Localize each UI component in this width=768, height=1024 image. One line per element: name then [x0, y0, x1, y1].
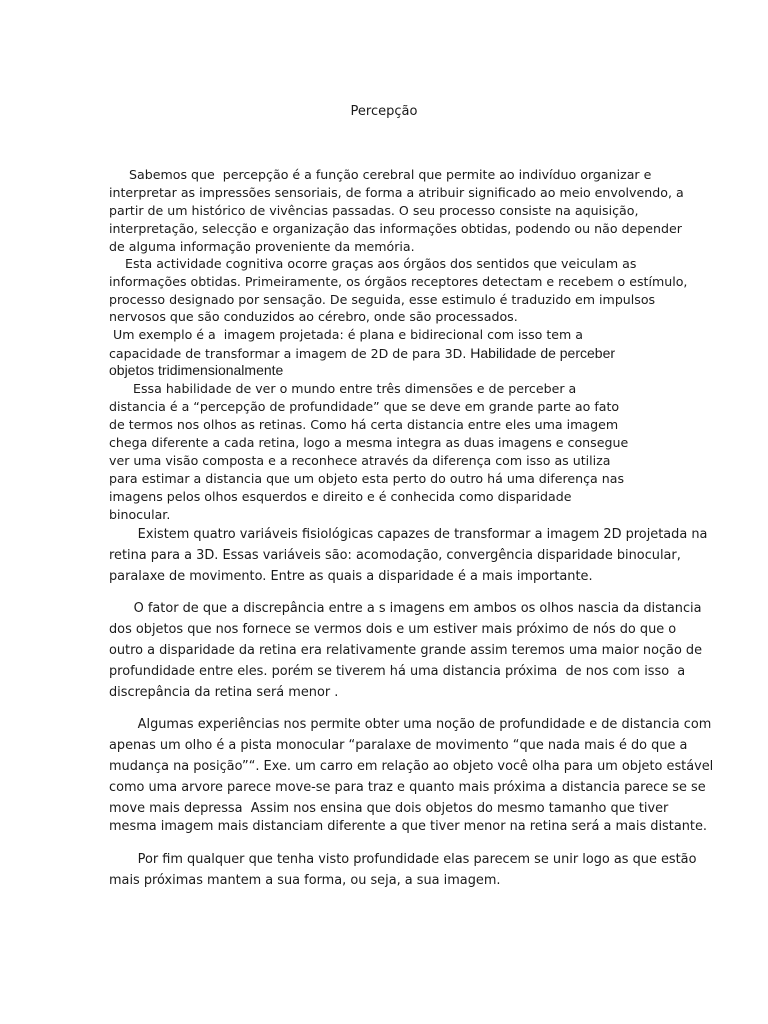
text-line-mixed: [109, 345, 615, 362]
text-line-part: capacidade de transformar a imagem de 2D de para 3D.: [109, 346, 467, 361]
text-line: Existem quatro variáveis fisiológicas capazes de transformar a imagem 2D projetada na: [109, 527, 708, 542]
text-line: move mais depressa Assim nos ensina que dois objetos do mesmo tamanho que tiver: [109, 801, 669, 816]
text-line: para estimar a distancia que um objeto esta perto do outro há uma diferença nas: [109, 471, 625, 486]
text-line: chega diferente a cada retina, logo a mesma integra as duas imagens e consegue: [109, 435, 629, 450]
text-line: ver uma visão composta e a reconhece através da diferença com isso as utiliza: [109, 453, 611, 468]
text-line: objetos tridimensionalmente: [109, 362, 284, 378]
text-line: Esta actividade cognitiva ocorre graças aos órgãos dos sentidos que veiculam as: [109, 256, 637, 271]
text-line: profundidade entre eles. porém se tiverem há uma distancia próxima de nos com isso a: [109, 664, 686, 679]
text-line: como uma arvore parece move-se para traz e quanto mais próxima a distancia parece se se: [109, 780, 706, 795]
text-line: apenas um olho é a pista monocular “paralaxe de movimento “que nada mais é do que a: [109, 738, 688, 753]
text-line: mais próximas mantem a sua forma, ou seja, a sua imagem.: [109, 873, 501, 888]
text-line: partir de um histórico de vivências passadas. O seu processo consiste na aquisição,: [109, 203, 639, 218]
text-line: Sabemos que percepção é a função cerebral que permite ao indivíduo organizar e: [109, 167, 652, 182]
text-line: nervosos que são conduzidos ao cérebro, onde são processados.: [109, 309, 518, 324]
text-line: retina para a 3D. Essas variáveis são: acomodação, convergência disparidade binocular,: [109, 548, 681, 563]
text-line: dos objetos que nos fornece se vermos dois e um estiver mais próximo de nós do que o: [109, 622, 677, 637]
text-line: interpretação, selecção e organização das informações obtidas, podendo ou não depender: [109, 221, 682, 236]
text-line: informações obtidas. Primeiramente, os órgãos receptores detectam e recebem o estímulo,: [109, 274, 688, 289]
text-line: binocular.: [109, 507, 171, 522]
text-line: mesma imagem mais distanciam diferente a que tiver menor na retina será a mais distante.: [109, 819, 707, 834]
text-line: de termos nos olhos as retinas. Como há certa distancia entre eles uma imagem: [109, 417, 619, 432]
text-line-part-sans: Habilidade de perceber: [466, 345, 616, 361]
text-line: imagens pelos olhos esquerdos e direito e é conhecida como disparidade: [109, 489, 572, 504]
text-line: paralaxe de movimento. Entre as quais a disparidade é a mais importante.: [109, 569, 593, 584]
text-line: mudança na posição”“. Exe. um carro em relação ao objeto você olha para um objeto estável: [109, 759, 714, 774]
text-line: distancia é a “percepção de profundidade” que se deve em grande parte ao fato: [109, 399, 620, 414]
text-line: Um exemplo é a imagem projetada: é plana e bidirecional com isso tem a: [109, 327, 584, 342]
text-line: interpretar as impressões sensoriais, de forma a atribuir significado ao meio envolvendo, a: [109, 185, 684, 200]
text-line: O fator de que a discrepância entre a s imagens em ambos os olhos nascia da distancia: [109, 601, 702, 616]
text-line: Essa habilidade de ver o mundo entre três dimensões e de perceber a: [109, 381, 577, 396]
page-title: Percepção: [350, 104, 418, 119]
text-line: de alguma informação proveniente da memória.: [109, 239, 415, 254]
text-line: Por fim qualquer que tenha visto profundidade elas parecem se unir logo as que estão: [109, 852, 697, 867]
text-line: outro a disparidade da retina era relativamente grande assim teremos uma maior noção de: [109, 643, 703, 658]
text-line: Algumas experiências nos permite obter uma noção de profundidade e de distancia com: [109, 717, 712, 732]
text-line: discrepância da retina será menor .: [109, 685, 339, 700]
text-line: processo designado por sensação. De seguida, esse estimulo é traduzido em impulsos: [109, 292, 656, 307]
